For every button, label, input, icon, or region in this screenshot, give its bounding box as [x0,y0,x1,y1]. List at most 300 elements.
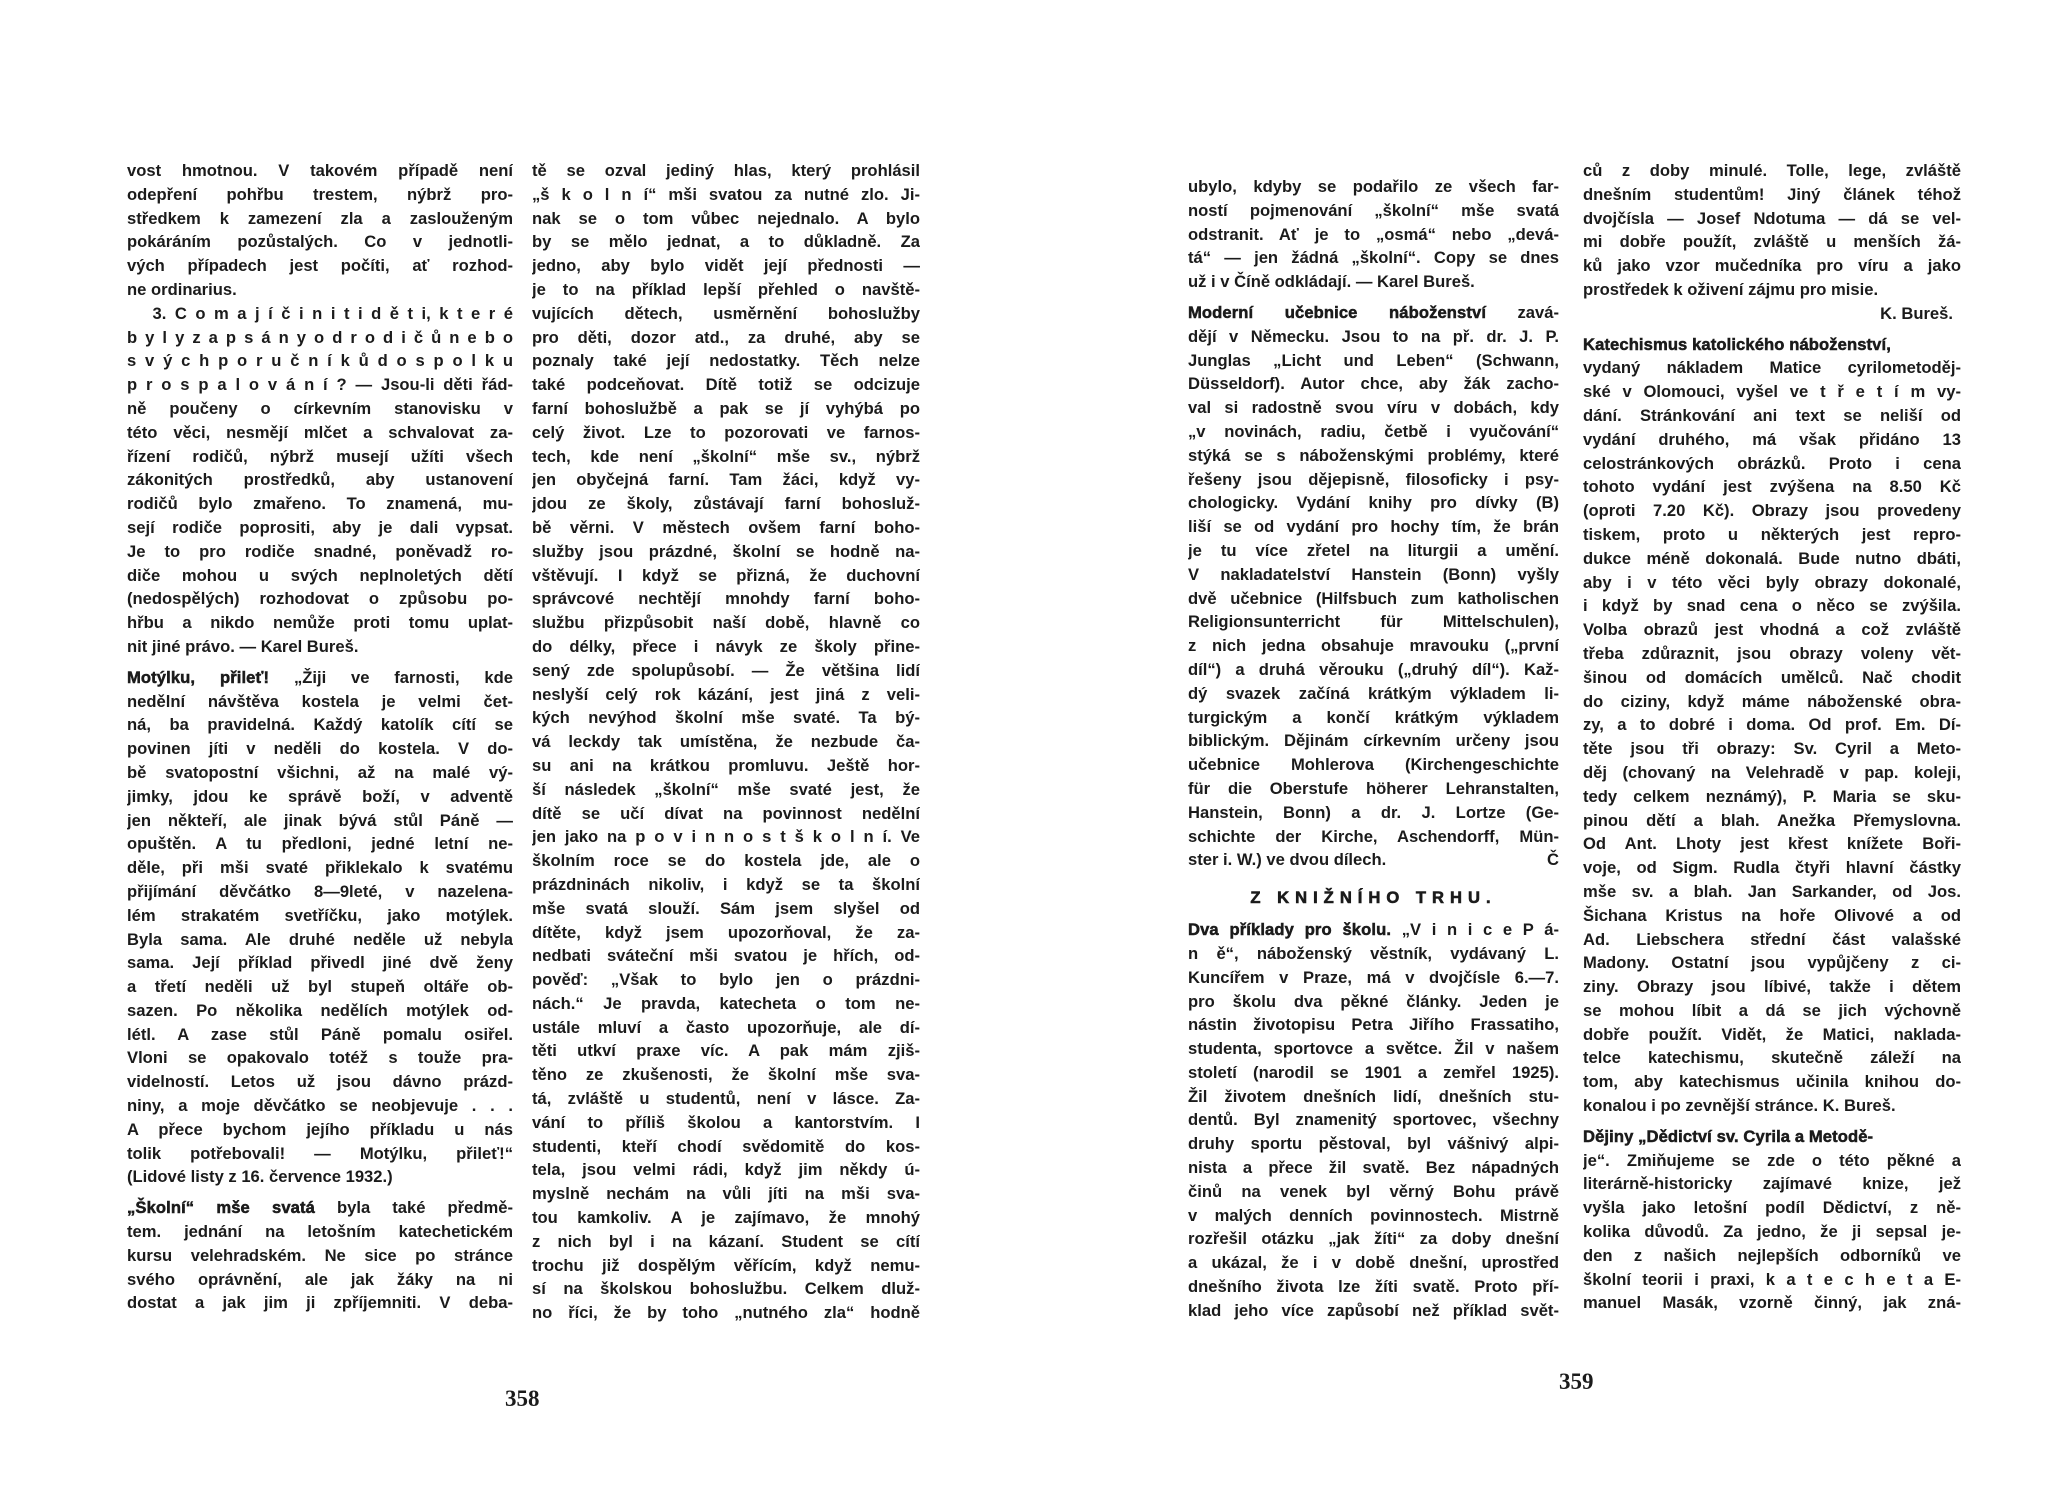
text-line [1188,1013,1559,1037]
line-text: tá“ — jen žádná „školní“. Copy se dnes [1188,248,1559,268]
line-text: vujících dětech, usměrnění bohoslužby [532,303,920,323]
text-line [532,992,920,1016]
line-text: vštěvují. I když se přizná, že duchovní [532,565,920,585]
article-title: Dějiny „Dědictví sv. Cyrila a Metodě- [1583,1126,1874,1146]
text-line [127,397,513,421]
line-text: tě se ozval jediný hlas, který prohlásil [532,161,920,180]
text-line [1583,523,1961,547]
text-line [1188,1108,1559,1132]
line-text: století (narodil se 1901 a zemřel 1925). [1188,1062,1559,1082]
text-line [1583,951,1961,975]
line-text: druhy sportu pěstoval, byl vášnivý alpi- [1188,1134,1559,1154]
line-text: dukce méně dokonalá. Bude nutno dbáti, [1583,548,1961,568]
text-line [532,278,920,302]
text-line [532,1301,920,1325]
text-line [1188,349,1559,373]
article-title: Dva příklady pro školu. [1188,920,1392,940]
text-line [1188,729,1559,753]
text-line [1583,856,1961,880]
text-line [532,397,920,421]
line-text: správcové nechtějí mnohdy farní boho- [532,589,920,609]
line-text: těno ze zkušenosti, že školní mše sva- [532,1065,920,1085]
line-text: ků jako vzor mučedníka pro víru a jako [1583,256,1961,276]
line-text: tech, kde není „školní“ mše sv., nýbrž [532,446,920,466]
line-text: s v ý c h p o r u č n í k ů d o s p o l k u [127,351,513,371]
text-line [127,159,513,183]
text-line [1188,753,1559,777]
line-text: stýká se s náboženskými problémy, které [1188,445,1559,465]
line-text: dentů. Byl znamenitý sportovec, všechny [1188,1110,1559,1130]
article-paragraph [1583,1125,1961,1315]
text-line [532,516,920,540]
line-text: Volba obrazů jest vhodná a což zvláště [1583,620,1961,640]
text-line [1583,832,1961,856]
text-line [1583,428,1961,452]
text-line [127,1094,513,1118]
text-line [127,1196,513,1220]
line-text: chologicky. Vydání knihy pro dívky (B) [1188,493,1559,513]
line-text: ců z doby minulé. Tolle, lege, zvláště [1583,161,1961,180]
text-line [127,856,513,880]
line-text: dějí v Německu. Jsou to na př. dr. J. P. [1188,326,1559,346]
text-line [1188,1275,1559,1299]
article-title: Katechismus katolického náboženství, [1583,334,1891,354]
line-text: trochu již dospělým věřícím, když nemu- [532,1255,920,1275]
line-text: Od Ant. Lhoty jest křest knížete Boři- [1583,834,1961,854]
text-line [1583,1070,1961,1094]
text-line [127,880,513,904]
text-line [127,373,513,397]
line-text: Hanstein, Bonn) a dr. J. Lortze (Ge- [1188,802,1559,822]
text-line [1583,1244,1961,1268]
text-line [1188,1037,1559,1061]
text-line [1583,999,1961,1023]
line-text: řízení rodičů, nýbrž musejí užíti všech [127,446,513,466]
line-text: se mohou líbit a dá se jich výchovně [1583,1000,1961,1020]
text-line [1188,246,1559,270]
line-text: jedno, aby bylo vidět její přednosti — [532,256,920,276]
text-line [127,1142,513,1166]
text-line [127,809,513,833]
line-text: a ukázal, že i v době dnešní, uprostřed [1188,1253,1559,1273]
line-text: Šichana Kristus na hoře Olivové a od [1583,905,1961,925]
line-text: vydaný nákladem Matice cyrilometoděj- [1583,358,1961,378]
text-line [532,730,920,754]
text-line [1188,420,1559,444]
paragraph [1583,159,1961,302]
line-text: v malých denních povinnostech. Mistrně [1188,1205,1559,1225]
text-line [127,951,513,975]
text-line [1583,1023,1961,1047]
text-line [532,802,920,826]
line-text: dnešním studentům! Jiný článek téhož [1583,184,1961,204]
line-text: středkem k zamezení zla a zaslouženým [127,208,513,228]
line-text: celostránkových obrázků. Proto i cena [1583,453,1961,473]
line-text: „Žiji ve farnosti, kde [293,667,513,687]
article-paragraph [127,666,513,1190]
text-line [127,1244,513,1268]
text-line [1583,1220,1961,1244]
line-text: su ani na krátkou promluvu. Ještě hor- [532,755,920,775]
text-line [127,611,513,635]
text-line [532,825,920,849]
text-line [532,659,920,683]
line-text: (Lidové listy z 16. července 1932.) [127,1167,393,1187]
line-text: ziny. Obrazy jsou líbivé, takže i dětem [1583,977,1961,997]
text-line [532,1182,920,1206]
line-text: no říci, že by toho „nutného zla“ hodně [532,1303,920,1323]
text-line [532,897,920,921]
text-line [1188,706,1559,730]
line-text: tedy celkem neznámý), P. Maria se sku- [1583,786,1961,806]
line-text: turgickým a končí krátkým výkladem [1188,707,1559,727]
line-text: nách.“ Je pravda, katecheta o tom ne- [532,993,920,1013]
text-line [127,1291,513,1315]
line-text: manuel Masák, vzorně činný, jak zná- [1583,1293,1961,1313]
line-text: službu přizpůsobit naší době, hlavně co [532,613,920,633]
line-text: zy, a to dobré i doma. Od prof. Em. Dí- [1583,715,1961,735]
text-line [532,849,920,873]
article-paragraph [127,1196,513,1315]
text-line [1188,223,1559,247]
line-text: den z našich nejlepších odborníků ve [1583,1245,1961,1265]
text-line [1188,777,1559,801]
line-text: už i v Číně odkládají. — Karel Bureš. [1188,272,1475,292]
line-text: n ě“, náboženský věstník, vydávaný L. [1188,943,1559,963]
line-text: Byla sama. Ale druhé neděle už nebyla [127,929,513,949]
line-text: A přece bychom jejího příkladu u nás [127,1119,513,1139]
line-text: sí na školskou bohoslužbu. Celkem dluž- [532,1279,920,1299]
section-heading: Z KNIŽNÍHO TRHU. [1250,888,1497,908]
line-text: jen někteří, ale jinak bývá stůl Páně — [127,810,513,830]
text-line [127,445,513,469]
line-text: svého oprávnění, ale jak žáky na ni [127,1269,513,1289]
line-text: videlností. Letos už jsou dávno prázd- [127,1072,513,1092]
text-line [127,1070,513,1094]
line-text: tem. jednání na letošním katechetickém [127,1222,513,1242]
text-line [1583,183,1961,207]
text-line [1583,1094,1961,1118]
line-text: a třetí neděli už byl stupeň oltáře ob- [127,977,513,997]
text-line [532,778,920,802]
line-text: Religionsunterricht für Mittelschulen), [1188,612,1559,632]
article-title: Motýlku, přileť! [127,667,270,687]
text-line [1583,356,1961,380]
line-text: prázdninách nikoliv, i když se ta školní [532,874,920,894]
line-text: kursu velehradském. Ne sice po stránce [127,1245,513,1265]
text-line [1583,1196,1961,1220]
line-text: z nich byl i na kázaní. Student se cítí [532,1231,920,1251]
text-line [1188,1156,1559,1180]
text-line [127,1165,513,1189]
line-text: těti utkví praxe víc. A pak mám zjiš- [532,1041,920,1061]
text-line [127,254,513,278]
line-text: p r o s p a l o v á n í ? — Jsou-li děti řád- [127,375,513,395]
text-line [532,492,920,516]
text-line [1188,175,1559,199]
line-text: rozřešil otázku „jak žíti“ za doby dnešní [1188,1229,1559,1249]
line-text: nedbati sváteční mši svatou je hřích, od- [532,946,920,966]
text-line [127,635,513,659]
text-line [1583,690,1961,714]
line-text: neslyší celý rok kázání, jest jiná z veli- [532,684,920,704]
text-line [532,254,920,278]
text-line [127,690,513,714]
line-text: sený zde spolupůsobí. — Že většina lidí [532,660,920,680]
paragraph [532,159,920,1325]
text-line [1583,880,1961,904]
text-line [127,999,513,1023]
text-line [127,230,513,254]
text-line [127,302,513,326]
text-line [127,421,513,445]
text-line [1188,848,1559,872]
text-line [1583,904,1961,928]
text-line [1188,199,1559,223]
text-line [532,944,920,968]
text-line [1583,159,1961,183]
text-line [1188,444,1559,468]
line-text: školním roce se do kostela jde, ale o [532,851,920,871]
line-text: Je to pro rodiče snadné, poněvadž ro- [127,541,513,561]
line-text: (oproti 7.20 Kč). Obrazy jsou provedeny [1583,501,1961,521]
line-text: tiskem, proto u některých jest repro- [1583,524,1961,544]
line-text: pro děti, dozor atd., za druhé, aby se [532,327,920,347]
text-line [1188,990,1559,1014]
text-line [127,278,513,302]
line-text: sejí rodiče poprositi, aby je dali vypsat. [127,517,513,537]
line-text: vá leckdy tak umístěna, že nezbude ča- [532,732,920,752]
text-line [1188,1180,1559,1204]
line-text: zákonitých prostředků, aby ustanovení [127,470,513,490]
line-text: schichte der Kirche, Aschendorff, Mün- [1188,826,1559,846]
line-text: nit jiné právo. — Karel Bureš. [127,636,359,656]
line-text: díl“) a druhá věrouku („druhý díl“). Kaž- [1188,659,1559,679]
text-line [127,1220,513,1244]
line-text: by se mělo jednat, a to důkladně. Za [532,232,920,252]
text-line [1188,491,1559,515]
line-text: je tu více zřetel na liturgii a umění. [1188,540,1559,560]
line-text: jimky, jdou ke správě boží, v adventě [127,786,513,806]
paragraph [1188,175,1559,294]
line-text: nista a přece žil svatě. Bez nápadných [1188,1158,1559,1178]
text-line [1188,942,1559,966]
text-line [127,468,513,492]
text-line [1188,634,1559,658]
line-text: dání. Stránkování ani text se neliší od [1583,405,1961,425]
text-line [1583,452,1961,476]
text-line [1583,1291,1961,1315]
line-text: pověď: „Však to bylo jen o prázdni- [532,970,920,990]
text-line [127,832,513,856]
text-line [1188,918,1559,942]
line-text: tohoto vydání jest zvýšena na 8.50 Kč [1583,477,1961,497]
line-text: děj (chovaný na Velehradě v pap. koleji, [1583,762,1961,782]
text-line [532,1039,920,1063]
line-text: Ad. Liebschera střední část valašské [1583,929,1961,949]
text-line [1188,396,1559,420]
text-line [532,1135,920,1159]
line-text: pinou dětí a blah. Anežka Přemyslovna. [1583,810,1961,830]
line-text: činů na venek byl věrný Bohu právě [1188,1181,1559,1201]
page-number: 359 [1559,1369,1594,1394]
text-line [532,635,920,659]
line-text: niny, a moje děvčátko se neobjevuje . . . [127,1096,513,1116]
text-line [1583,499,1961,523]
text-line [1583,642,1961,666]
line-text: val si radostně svou víru v dobách, kdy [1188,398,1559,418]
text-line [1583,547,1961,571]
text-column [127,159,513,1315]
text-line [1188,1227,1559,1251]
text-line [532,1063,920,1087]
line-text: V nakladatelství Hanstein (Bonn) vyšly [1188,564,1559,584]
line-text: tela, jsou velmi rádi, když jim někdy ú- [532,1160,920,1180]
line-text: bě svatopostní všichni, až na malé vý- [127,762,513,782]
line-text: mše svatá slouží. Sám jsem slyšel od [532,898,920,918]
text-line [1188,825,1559,849]
line-text: dítě se učí dívat na povinnost nedělní [532,803,920,823]
line-text: přijímání děvčátko 8—9leté, v nazelena- [127,881,513,901]
text-line [532,207,920,231]
text-line [532,159,920,183]
article-paragraph [1188,918,1559,1323]
line-text: ne ordinarius. [127,279,237,299]
line-text: dvojčísla — Josef Ndotuma — dá se vel- [1583,208,1961,228]
text-line [532,1111,920,1135]
line-text: i když by snad cena o něco se zvýšila. [1583,596,1961,616]
text-line [1188,270,1559,294]
text-column [532,159,920,1325]
text-line [1583,975,1961,999]
line-text: ubylo, kdyby se podařilo ze všech far- [1188,177,1559,196]
line-text: tou kamkoliv. A je zajímavo, že mnohý [532,1208,920,1228]
line-text: biblickým. Dějinám církevním určeny jsou [1188,731,1559,751]
line-text: ností pojmenování „školní“ mše svatá [1188,200,1559,220]
line-text: Düsseldorf). Autor chce, aby žák zacho- [1188,374,1559,394]
line-text: ší následek „školní“ mše svaté jest, že [532,779,920,799]
text-line [1583,666,1961,690]
text-line [127,785,513,809]
line-text: „š k o l n í“ mši svatou za nutné zlo. Ji- [532,184,920,204]
author-initial: Č [1547,850,1559,870]
line-text: studenti, kteří chodí svědomitě do kos- [532,1136,920,1156]
text-line [1188,539,1559,563]
text-line [1583,333,1961,357]
line-text: vost hmotnou. V takovém případě není [127,161,513,180]
line-text: tom, aby katechismus učinila knihou do- [1583,1072,1961,1092]
text-line [1583,1172,1961,1196]
text-line [127,1268,513,1292]
line-text: Madony. Ostatní jsou vypůjčeny z ci- [1583,953,1961,973]
text-line [127,492,513,516]
text-line [532,683,920,707]
text-line [1188,563,1559,587]
line-text: odstranit. Ať je to „osmá“ nebo „devá- [1188,224,1559,244]
line-text: celý život. Lze to pozorovati ve farnos- [532,422,920,442]
line-text: pokáráním pozůstalých. Co v jednotli- [127,232,513,252]
line-text: diče mohou u svých neplnoletých dětí [127,565,513,585]
line-text: Junglas „Licht und Leben“ (Schwann, [1188,350,1559,370]
text-line [532,706,920,730]
text-line [532,1206,920,1230]
text-line [1583,380,1961,404]
line-text: dvě učebnice (Hilfsbuch zum katholischen [1188,588,1559,608]
line-text: pro školu dva pěkné články. Jeden je [1188,991,1559,1011]
line-text: děle, při mši svaté přiklekalo k svatému [127,858,513,878]
text-line [532,1230,920,1254]
line-text: služby jsou prázdné, školní se hodně na- [532,541,920,561]
line-text: konalou i po zevnější stránce. K. Bureš. [1583,1096,1896,1116]
text-line [1188,515,1559,539]
text-line [1583,207,1961,231]
line-text: ustále mluví a často upozorňuje, ale dí- [532,1017,920,1037]
text-line [127,666,513,690]
line-text: „v novinách, radiu, četbě i vyučování“ [1188,421,1559,441]
text-line [1188,325,1559,349]
text-line [127,349,513,373]
article-title: Moderní učebnice náboženství [1188,302,1487,322]
line-text: Kuncířem v Praze, má v dvojčísle 6.—7. [1188,967,1559,987]
line-text: jen obyčejná farní. Tam žáci, když vy- [532,470,920,490]
line-text: rodičů bylo zmařeno. To znamená, mu- [127,494,513,514]
line-text: b y l y z a p s á n y o d r o d i č ů n e b o [127,327,513,347]
text-line [1188,966,1559,990]
text-column [1583,159,1961,1315]
text-line [532,1087,920,1111]
text-line [1188,801,1559,825]
text-line [1188,468,1559,492]
text-line [532,445,920,469]
line-text: voje, od Sigm. Rudla čtyři hlavní částky [1583,858,1961,878]
text-line [1188,1132,1559,1156]
line-text: Žil životem dnešních lidí, dnešních stu- [1188,1086,1559,1106]
article-paragraph [1583,333,1961,1118]
line-text: klad jeho více zapůsobí než příklad svět- [1188,1300,1559,1320]
text-line [127,1118,513,1142]
line-text: tolik potřebovali! — Motýlku, přileť!“ [127,1143,513,1163]
text-line [1583,571,1961,595]
text-line [532,921,920,945]
text-line [532,468,920,492]
line-text: odepření pohřbu trestem, nýbrž pro- [127,184,513,204]
text-line [532,302,920,326]
text-line [1583,809,1961,833]
line-text: jdou ze školy, zůstávají farní bohosluž- [532,494,920,514]
text-line [1583,785,1961,809]
line-text: myslně nechám na vůli jíti na mši sva- [532,1184,920,1204]
article-paragraph [1188,301,1559,872]
text-column [1188,175,1559,1323]
text-line [127,761,513,785]
line-text: hřbu a nikdo nemůže proti tomu uplat- [127,613,513,633]
text-line [1188,1299,1559,1323]
line-text: ně poučeny o církevním stanovisku v [127,398,513,418]
line-text: je to na příklad lepší přehled o navště- [532,279,920,299]
line-text: nástin životopisu Petra Jiřího Frassatiho, [1188,1015,1559,1035]
line-text: nak se o tom vůbec nejednalo. A bylo [532,208,920,228]
text-line [532,1016,920,1040]
text-line [1583,1268,1961,1292]
text-line [1188,682,1559,706]
text-line [532,230,920,254]
text-line [127,207,513,231]
line-text: jen jako na p o v i n n o s t š k o l n í. Ve [532,827,920,847]
text-line [1583,761,1961,785]
text-line [532,1277,920,1301]
text-line [532,326,920,350]
line-text: vyšla jako letošní podíl Dědictví, z ně- [1583,1198,1961,1218]
